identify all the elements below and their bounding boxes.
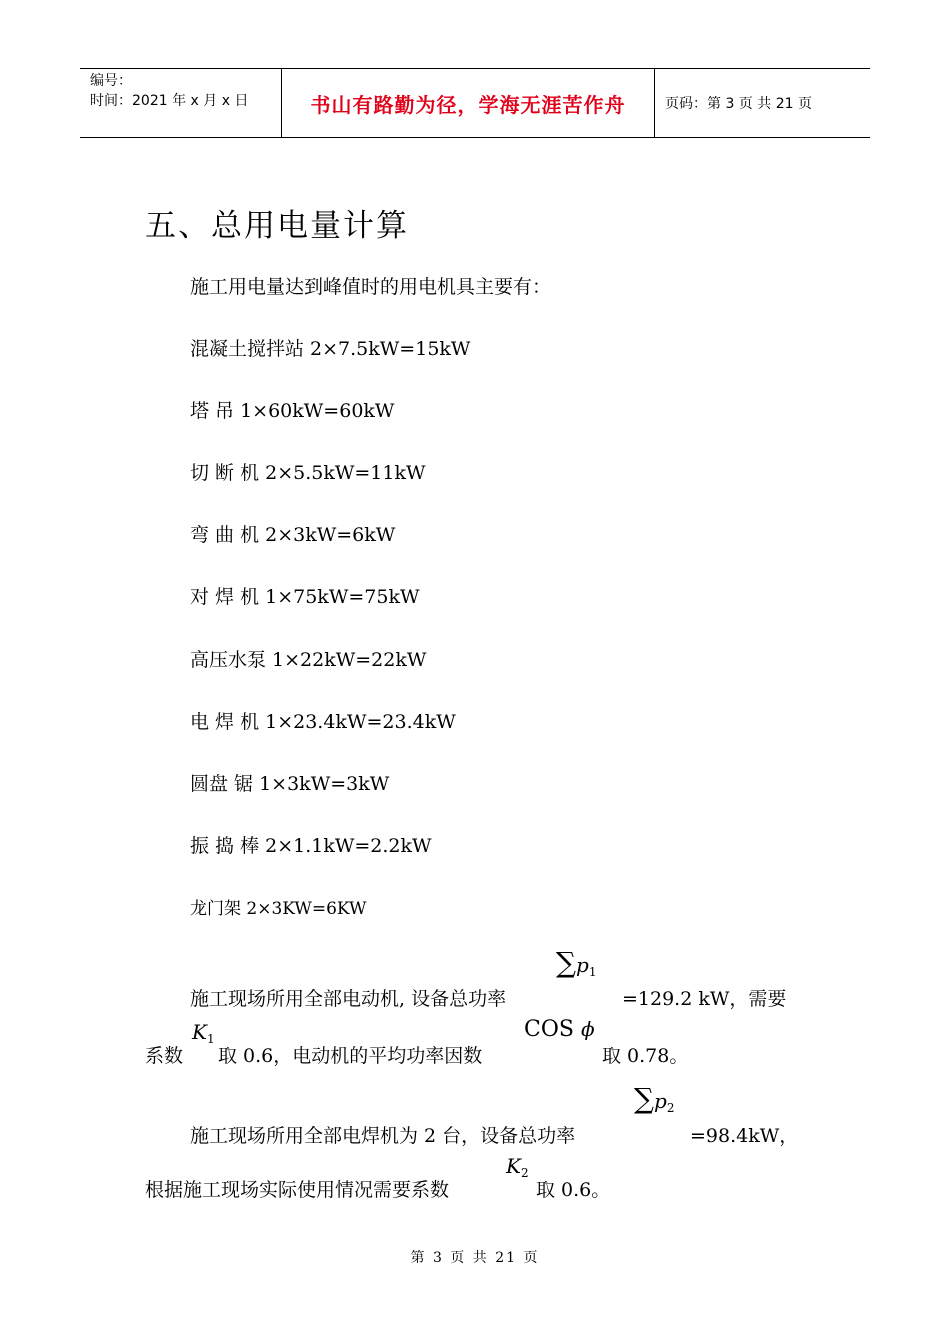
- k-symbol: K: [506, 1154, 521, 1178]
- equipment-item: 切 断 机 2×5.5kW=11kW: [190, 462, 426, 484]
- equipment-item: 弯 曲 机 2×3kW=6kW: [190, 524, 396, 546]
- cos-symbol: COS: [524, 1017, 574, 1042]
- p-symbol: p: [654, 1089, 667, 1113]
- page-header: [80, 68, 870, 138]
- header-page-indicator: 页码：第 3 页 共 21 页: [665, 96, 812, 112]
- equipment-item: 电 焊 机 1×23.4kW=23.4kW: [190, 711, 456, 733]
- sum-symbol: ∑: [634, 1082, 654, 1115]
- equipment-item: 高压水泵 1×22kW=22kW: [190, 649, 427, 671]
- formula-k1: [192, 1020, 215, 1046]
- k-subscript: 2: [520, 1166, 529, 1180]
- equipment-item: 振 捣 棒 2×1.1kW=2.2kW: [190, 835, 432, 857]
- formula-k2: [506, 1154, 529, 1180]
- k-symbol: K: [192, 1020, 207, 1044]
- p-subscript: 2: [666, 1101, 675, 1115]
- header-meta: [80, 69, 282, 137]
- phi-symbol: ϕ: [580, 1017, 595, 1041]
- equipment-item: 混凝土搅拌站 2×7.5kW=15kW: [190, 338, 471, 360]
- para2-text-b: =98.4kW，: [690, 1125, 799, 1147]
- k-subscript: 1: [206, 1032, 215, 1046]
- sum-symbol: ∑: [556, 946, 576, 979]
- header-motto: 书山有路勤为径，学海无涯苦作舟: [282, 69, 655, 137]
- formula-cos-phi: [524, 1017, 595, 1042]
- para2-text-d: 取 0.6。: [536, 1179, 611, 1201]
- formula-sum-p1: [556, 946, 596, 979]
- formula-sum-p2: [634, 1082, 674, 1115]
- equipment-item: 对 焊 机 1×75kW=75kW: [190, 586, 420, 608]
- para1-text-a: 施工现场所用全部电动机, 设备总功率: [190, 988, 507, 1010]
- para1-text-b: =129.2 kW，需要: [622, 988, 787, 1010]
- document-number-label: 编号：: [90, 73, 132, 89]
- para2-text-c: 根据施工现场实际使用情况需要系数: [145, 1179, 450, 1201]
- equipment-item: 圆盘 锯 1×3kW=3kW: [190, 773, 390, 795]
- section-title: 五、总用电量计算: [145, 208, 409, 244]
- page-footer: 第 3 页 共 21 页: [410, 1250, 540, 1266]
- p-subscript: 1: [588, 965, 597, 979]
- equipment-item: 塔 吊 1×60kW=60kW: [190, 400, 395, 422]
- intro-text: 施工用电量达到峰值时的用电机具主要有：: [190, 276, 552, 298]
- para2-text-a: 施工现场所用全部电焊机为 2 台，设备总功率: [190, 1125, 576, 1147]
- p-symbol: p: [576, 953, 589, 977]
- document-date: 时间：2021 年 x 月 x 日: [90, 93, 249, 109]
- para1-text-d: 取 0.6，电动机的平均功率因数: [218, 1045, 483, 1067]
- para1-text-c: 系数: [145, 1045, 184, 1067]
- equipment-item: 龙门架 2×3KW=6KW: [190, 899, 367, 919]
- para1-text-e: 取 0.78。: [602, 1045, 689, 1067]
